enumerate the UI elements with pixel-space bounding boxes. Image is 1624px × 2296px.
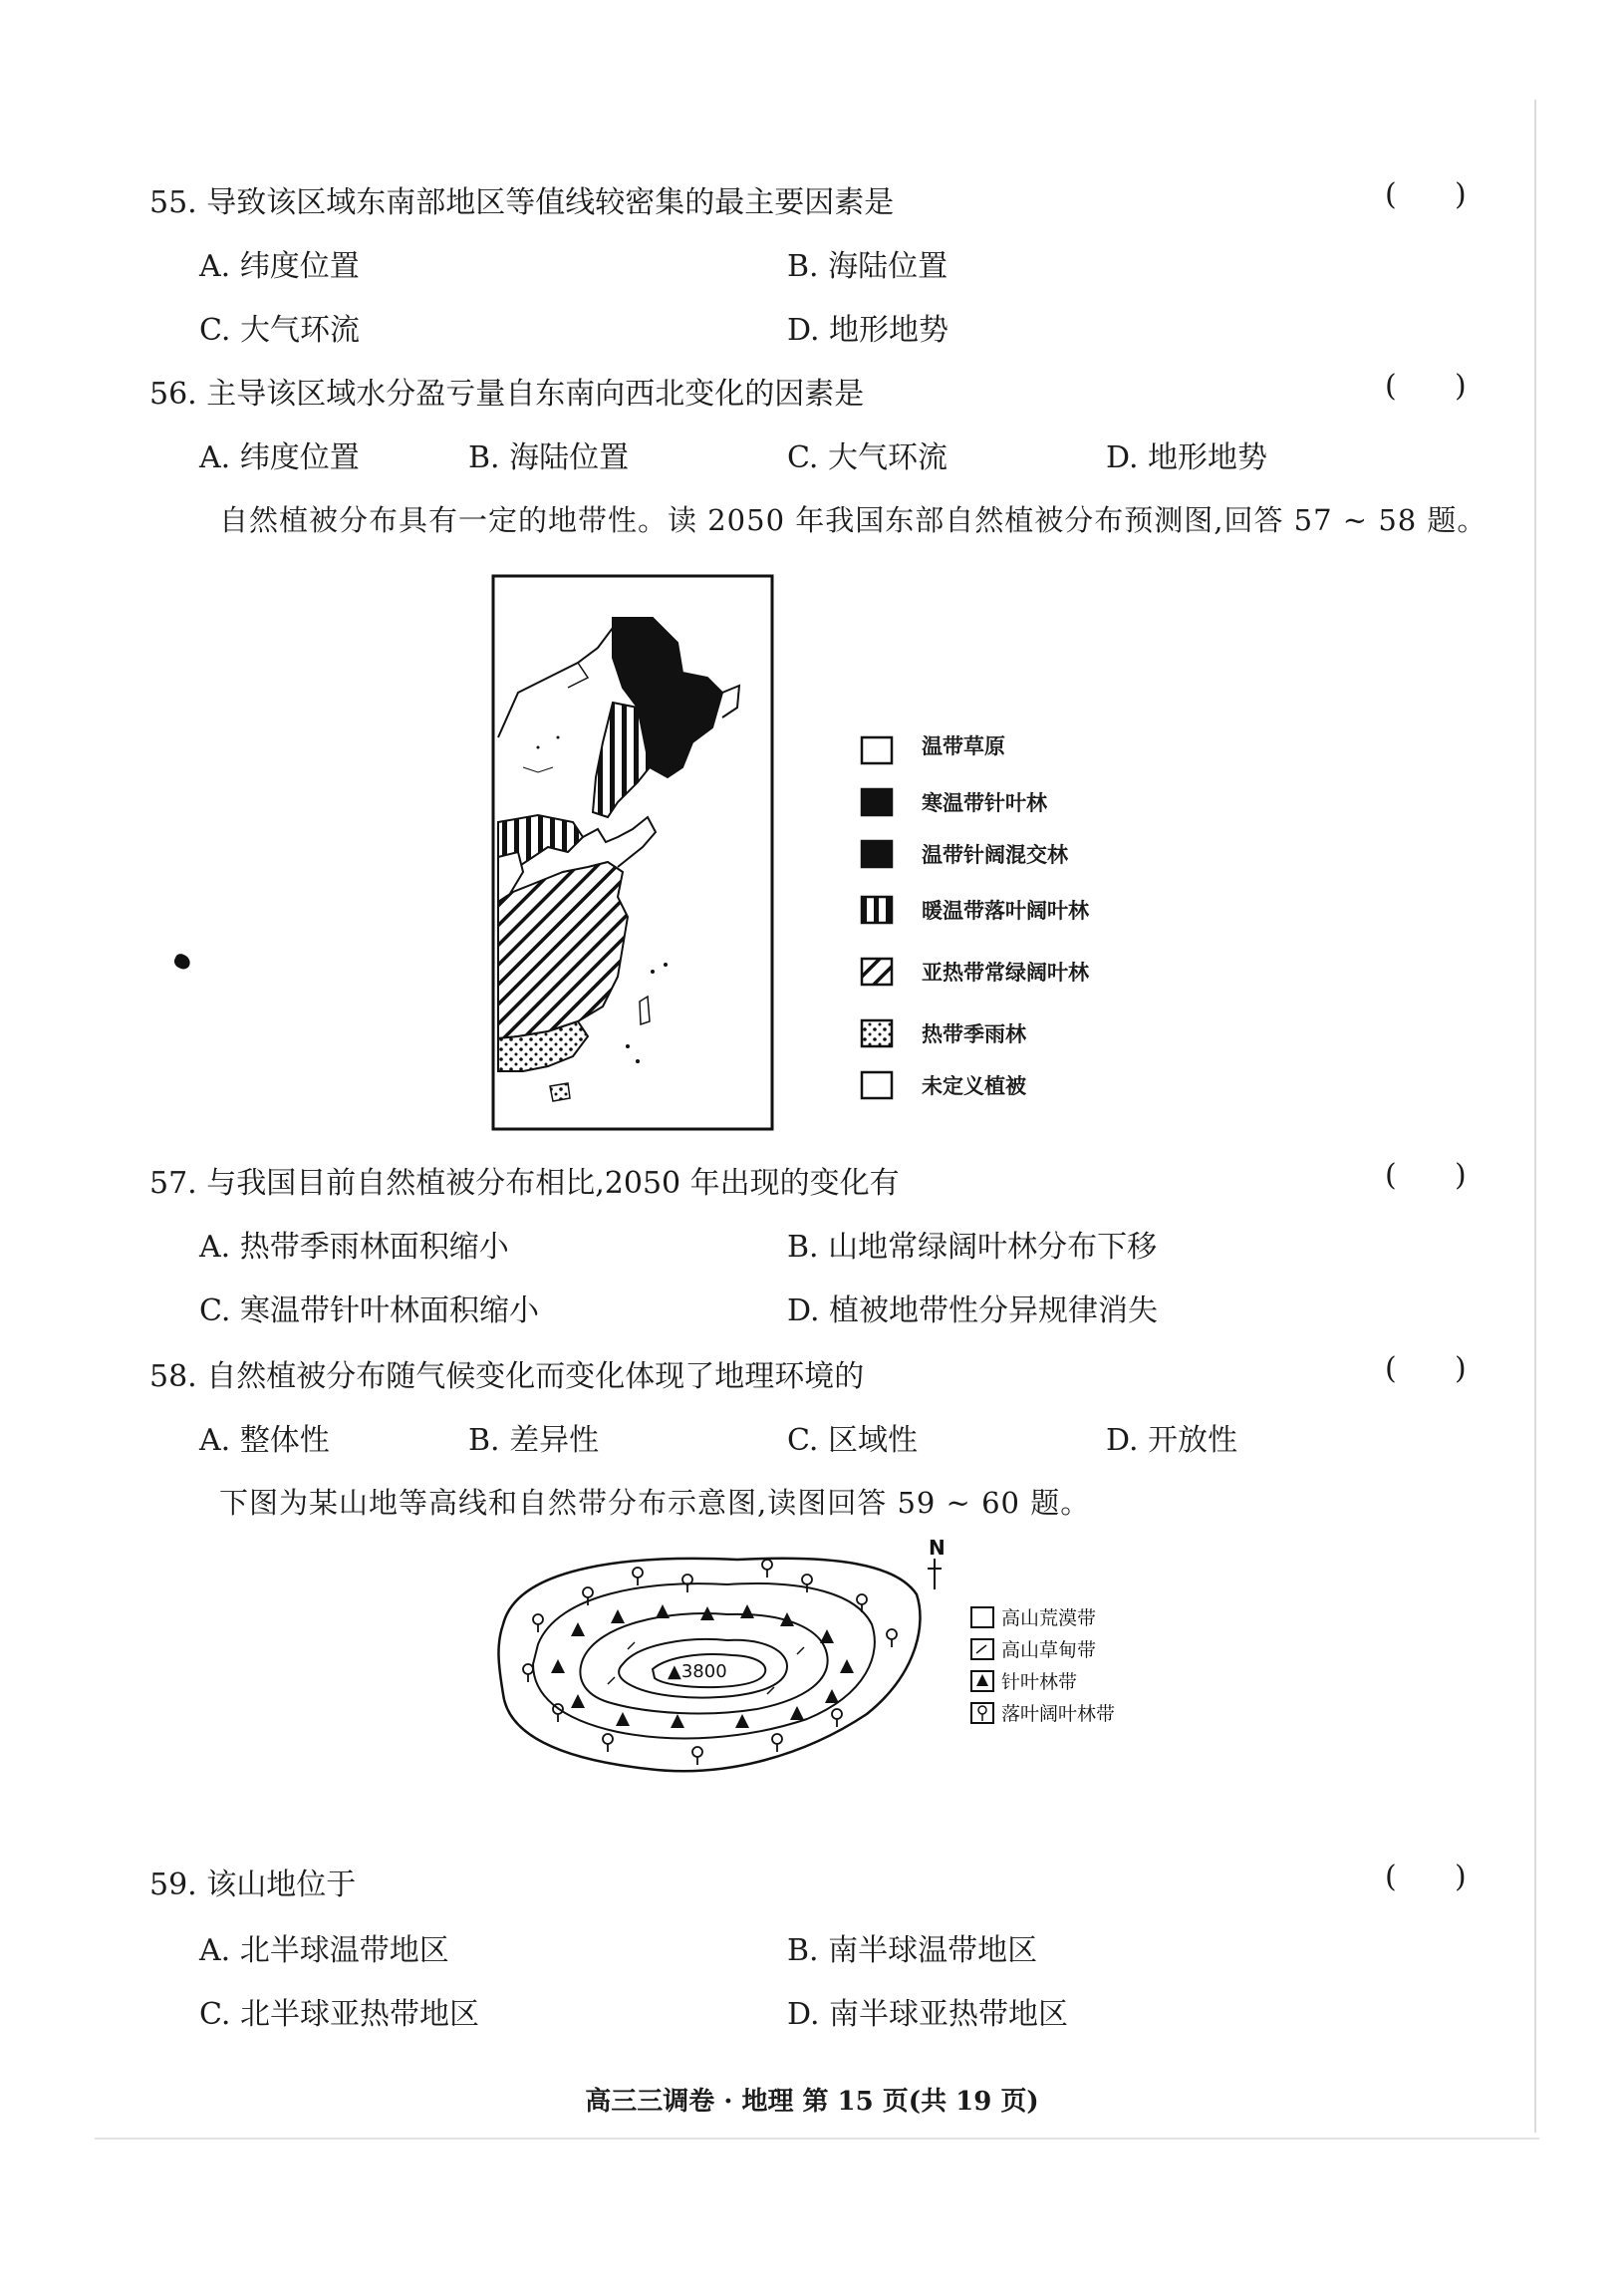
question-57-stem: 57. 与我国目前自然植被分布相比,2050 年出现的变化有	[149, 1166, 900, 1201]
scan-speck	[172, 952, 192, 971]
peak-elevation-label: ▲3800	[668, 1661, 727, 1682]
answer-bracket: ( )	[1385, 1351, 1467, 1386]
legend-evergreen-broadleaf: 亚热带常绿阔叶林	[922, 960, 1089, 985]
option-58-c: C. 区域性	[787, 1423, 918, 1458]
page-footer: 高三三调卷 · 地理 第 15 页(共 19 页)	[585, 2087, 1039, 2117]
option-56-b: B. 海陆位置	[468, 440, 630, 475]
option-59-c: C. 北半球亚热带地区	[199, 1997, 479, 2032]
option-56-d: D. 地形地势	[1106, 440, 1268, 475]
legend-alpine-meadow: 高山草甸带	[1001, 1639, 1097, 1661]
option-58-b: B. 差异性	[468, 1423, 600, 1458]
legend-alpine-desert: 高山荒漠带	[1001, 1607, 1097, 1629]
question-59-stem: 59. 该山地位于	[149, 1867, 357, 1902]
option-55-a: A. 纬度位置	[199, 249, 360, 284]
vegetation-intro: 自然植被分布具有一定的地带性。读 2050 年我国东部自然植被分布预测图,回答 57 ~ 58 题。	[219, 503, 1488, 537]
option-59-b: B. 南半球温带地区	[787, 1933, 1038, 1968]
question-58-stem: 58. 自然植被分布随气候变化而变化体现了地理环境的	[149, 1359, 865, 1394]
option-55-d: D. 地形地势	[787, 313, 949, 348]
option-57-b: B. 山地常绿阔叶林分布下移	[787, 1230, 1158, 1265]
legend-tropical-monsoon-forest: 热带季雨林	[922, 1021, 1026, 1046]
option-57-c: C. 寒温带针叶林面积缩小	[199, 1293, 539, 1328]
mountain-contour-map	[478, 1535, 1196, 1814]
option-55-c: C. 大气环流	[199, 313, 360, 348]
answer-bracket: ( )	[1385, 177, 1467, 212]
legend-mixed-forest: 温带针阔混交林	[922, 842, 1068, 867]
option-58-d: D. 开放性	[1106, 1423, 1238, 1458]
answer-bracket: ( )	[1385, 1158, 1467, 1193]
legend-coniferous-belt: 针叶林带	[1001, 1671, 1078, 1693]
page-edge	[95, 2138, 1539, 2140]
page-edge	[1534, 100, 1536, 2133]
option-59-d: D. 南半球亚热带地区	[787, 1997, 1069, 2032]
answer-bracket: ( )	[1385, 1860, 1467, 1894]
option-55-b: B. 海陆位置	[787, 249, 948, 284]
option-57-d: D. 植被地带性分异规律消失	[787, 1293, 1159, 1328]
option-56-a: A. 纬度位置	[199, 440, 360, 475]
legend-cold-temperate-coniferous: 寒温带针叶林	[922, 790, 1047, 815]
north-label: N	[929, 1536, 946, 1560]
option-57-a: A. 热带季雨林面积缩小	[199, 1230, 509, 1265]
legend-deciduous-belt: 落叶阔叶林带	[1001, 1703, 1116, 1725]
option-59-a: A. 北半球温带地区	[199, 1933, 449, 1968]
option-58-a: A. 整体性	[199, 1423, 330, 1458]
mountain-intro: 下图为某山地等高线和自然带分布示意图,读图回答 59 ~ 60 题。	[219, 1486, 1091, 1520]
option-56-c: C. 大气环流	[787, 440, 947, 475]
mountain-legend	[971, 1607, 1115, 1725]
question-55-stem: 55. 导致该区域东南部地区等值线较密集的最主要因素是	[149, 185, 895, 220]
legend-temperate-grassland: 温带草原	[922, 733, 1005, 758]
legend-deciduous-broadleaf: 暖温带落叶阔叶林	[922, 898, 1089, 923]
legend-undefined-vegetation: 未定义植被	[922, 1073, 1026, 1098]
question-56-stem: 56. 主导该区域水分盈亏量自东南向西北变化的因素是	[149, 377, 865, 412]
answer-bracket: ( )	[1385, 369, 1467, 404]
